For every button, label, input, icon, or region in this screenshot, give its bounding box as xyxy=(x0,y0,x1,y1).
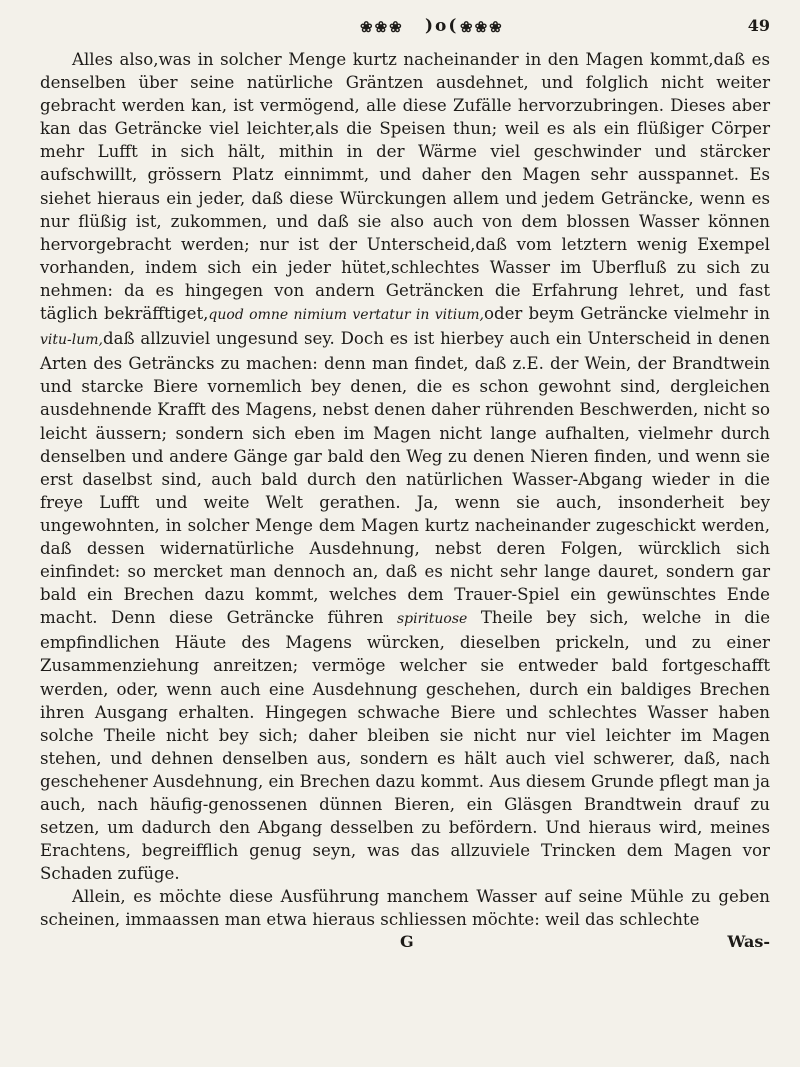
latin-phrase-2: vitu-lum, xyxy=(40,332,103,349)
paragraph-1-part-c: daß allzuviel ungesund sey. Doch es ist hierbey auch ein Unterscheid in denen Arten des Geträncks zu machen: denn man findet, daß z.E. der Wein, der Brandtwein und starcke Biere vornemlich bey denen, die es schon gewohnt sind, dergleichen ausdehnende Krafft des Magens, nebst denen daher rührenden Beschwerden, nicht so leicht äussern; sondern sich eben im Magen nicht lange aufhalten, vielmehr durch denselben und andere Gänge gar bald den Weg zu denen Nieren finden, und wenn sie erst daselbst sind, auch bald durch den natürlichen Wasser-Abgang wieder in die freye Lufft und weite Welt gerathen. Ja, wenn sie auch, insonderheit bey ungewohnten, in solcher Menge dem Magen kurtz nacheinander zugeschickt werden, daß dessen widernatürliche Ausdehnung, nebst deren Folgen, würcklich sich einfindet: so mercket man dennoch an, daß es nicht sehr lange dauret, sondern gar bald ein Brechen dazu kommt, welches dem Trauer-Spiel ein gewünschtes Ende macht. Denn diese Geträncke führen xyxy=(40,329,770,628)
latin-phrase-3: spirituose xyxy=(396,611,468,628)
latin-phrase-1: quod omne nimium vertatur in vitium, xyxy=(208,307,484,324)
paragraph-1-part-b: oder beym Geträncke vielmehr in xyxy=(483,304,770,324)
header-ornament-right: ❀❀❀ xyxy=(460,18,504,36)
signature-mark: G xyxy=(400,931,414,951)
header-ornament-left: ❀❀❀ xyxy=(360,18,404,36)
page-number: 49 xyxy=(747,16,770,35)
header-ornament-center: )o( xyxy=(425,16,459,36)
paragraph-1-part-d: Theile bey sich, welche in die empfindlichen Häute des Magens würcken, dieselben prickeln, und zu einer Zusammenziehung anreitzen; vermöge welcher sie entweder bald fortgeschafft werden, oder, wenn auch eine Ausdehnung geschehen, durch ein baldiges Brechen ihren Ausgang erhalten. Hingegen schwache Biere und schlechtes Wasser haben solche Theile nicht bey sich; daher bleiben sie nicht nur viel leichter im Magen stehen, und dehnen denselben aus, sondern es hält auch viel schwerer, daß, nach geschehener Ausdehnung, ein Brechen dazu kommt. Aus diesem Grunde pflegt man ja auch, nach häufig-genossenen dünnen Bieren, ein Gläsgen Brandtwein drauf zu setzen, um dadurch den Abgang desselben zu befördern. Und hieraus wird, meines Erachtens, begreifflich genug seyn, was das allzuviele Trincken dem Magen vor Schaden zufüge. xyxy=(40,608,771,884)
paragraph-1-part-a: Alles also,was in solcher Menge kurtz nacheinander in den Magen kommt,daß es denselben über seine natürliche Gräntzen ausdehnet, und folglich nicht weiter gebracht werden kan, ist vermögend, alle diese Zufälle hervorzubringen. Dieses aber kan das Geträncke viel leichter,als die Speisen thun; weil es als ein flüßiger Cörper mehr Lufft in sich hält, mithin in der Wärme viel geschwinder und stärcker aufschwillt, grössern Platz einnimmt, und daher den Magen sehr ausspannet. Es siehet hieraus ein jeder, daß diese Würckungen allem und jedem Geträncke, wenn es nur flüßig ist, zukommen, und daß sie also auch von dem blossen Wasser können hervorgebracht werden; nur ist der Unterscheid,daß vom letztern wenig Exempel vorhanden, indem sich ein jeder hütet,schlechtes Wasser im Uberfluß zu sich zu nehmen: da es hingegen von andern Geträncken die Erfahrung lehret, und fast täglich bekräfftiget, xyxy=(40,50,770,324)
page-footer xyxy=(40,932,770,956)
paragraph-2: Allein, es möchte diese Ausführung manchem Wasser auf seine Mühle zu geben scheinen, immaassen man etwa hieraus schliessen möchte: weil das schlechte xyxy=(40,887,770,930)
body-text xyxy=(40,48,770,932)
catchword: Was- xyxy=(727,931,770,951)
page-header xyxy=(40,12,770,42)
paragraph-1 xyxy=(40,48,770,885)
